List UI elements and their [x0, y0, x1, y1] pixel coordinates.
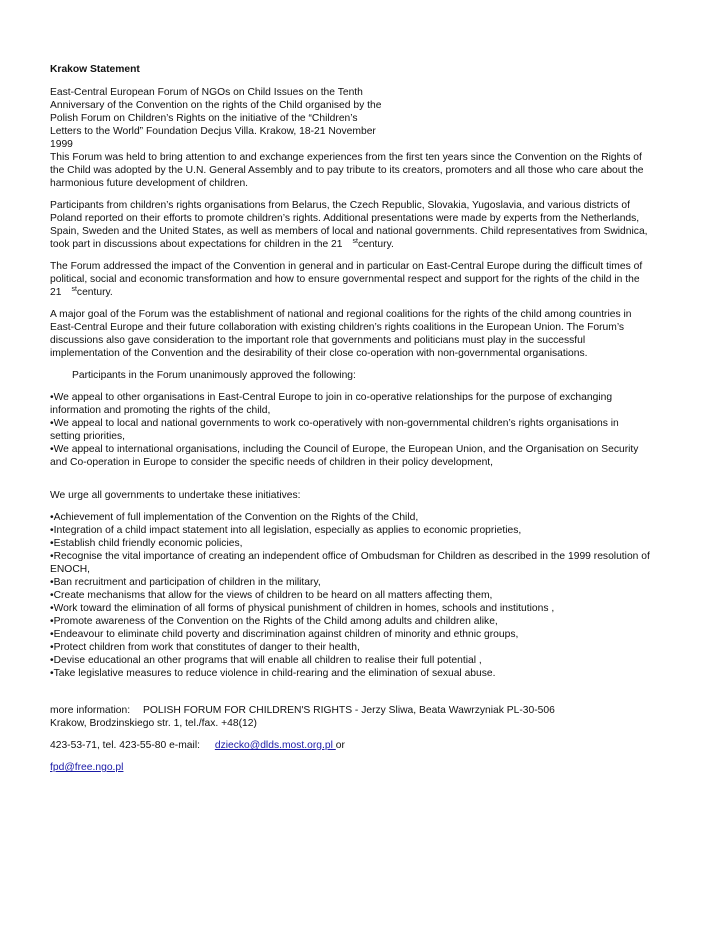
header-line: Polish Forum on Children’s Rights on the initiative of the “Children’s: [50, 113, 358, 124]
impact-sup: st: [71, 286, 77, 293]
impact-after: century.: [76, 287, 113, 298]
email-link-2[interactable]: fpd@free.ngo.pl: [50, 762, 124, 773]
list-item: [50, 417, 650, 443]
bullet-icon: •: [50, 603, 54, 614]
list-item: [50, 443, 650, 469]
list-item-text: Achievement of full implementation of the Convention on the Rights of the Child,: [53, 512, 419, 523]
list-item: [50, 602, 650, 615]
contact-line-1: [50, 704, 650, 717]
bullet-icon: •: [50, 392, 54, 403]
list-item-text: Recognise the vital importance of creating an independent office of Ombudsman for Children as described in the 1999 resolution of ENOCH,: [50, 551, 650, 575]
bullet-icon: •: [50, 418, 54, 429]
header-line: Anniversary of the Convention on the rights of the Child organised by the: [50, 100, 382, 111]
document: [50, 63, 650, 774]
list-item: [50, 641, 650, 654]
bullet-icon: •: [50, 551, 54, 562]
document-title: Krakow Statement: [50, 64, 140, 75]
bullet-icon: •: [50, 655, 54, 666]
list-item-text: Promote awareness of the Convention on the Rights of the Child among adults and children alike,: [53, 616, 498, 627]
header-block: [50, 86, 650, 151]
header-line: East-Central European Forum of NGOs on Child Issues on the Tenth: [50, 87, 363, 98]
contact-block: [50, 704, 650, 774]
bullet-icon: •: [50, 444, 54, 455]
organisation-text: POLISH FORUM FOR CHILDREN'S RIGHTS - Jerzy Sliwa, Beata Wawrzyniak PL-30-506: [143, 705, 555, 716]
bullet-icon: •: [50, 512, 54, 523]
goal-paragraph: A major goal of the Forum was the establishment of national and regional coalitions for the rights of the child among countries in East-Central Europe and their future collaboration with existing children’s rights coalitions in the European Union. The Forum’s discussions also gave consideration to the important role that governments and politicians must play in the successful implementation of the Convention and the desirability of their close co-operation with non-governmental organisations.: [50, 309, 632, 359]
bullet-icon: •: [50, 642, 54, 653]
participants-paragraph: [50, 199, 650, 251]
list-item: [50, 654, 650, 667]
bullet-icon: •: [50, 668, 54, 679]
urge-intro: We urge all governments to undertake these initiatives:: [50, 490, 301, 501]
bullet-icon: •: [50, 538, 54, 549]
header-line: 1999: [50, 139, 73, 150]
list-item-text: Protect children from work that constitutes of danger to their health,: [53, 642, 360, 653]
bullet-icon: •: [50, 616, 54, 627]
bullet-icon: •: [50, 525, 54, 536]
participants-after: century.: [357, 239, 394, 250]
participants-sup: st: [352, 238, 358, 245]
list-item: [50, 511, 650, 524]
or-text: or: [335, 740, 345, 751]
list-item-text: Devise educational an other programs that will enable all children to realise their full potential ,: [53, 655, 482, 666]
impact-text: The Forum addressed the impact of the Convention in general and in particular on East-Central Europe during the difficult times of political, social and economic transformation and how to ensure governmental respect and support for the rights of the child in the 21: [50, 261, 643, 298]
list-item-text: Work toward the elimination of all forms of physical punishment of children in homes, schools and institutions ,: [53, 603, 555, 614]
list-item-text: Ban recruitment and participation of children in the military,: [53, 577, 321, 588]
contact-address: Krakow, Brodzinskiego str. 1, tel./fax. +48(12): [50, 718, 257, 729]
intro-paragraph: This Forum was held to bring attention to and exchange experiences from the first ten years since the Convention on the Rights of the Child was adopted by the U.N. General Assembly and to pay tribute to its creators, promoters and all those who care about the harmonious future development of children.: [50, 152, 644, 189]
bullet-icon: •: [50, 590, 54, 601]
more-info-label: more information:: [50, 705, 131, 716]
approved-intro: Participants in the Forum unanimously approved the following:: [72, 370, 356, 381]
contact-phones: 423-53-71, tel. 423-55-80 e-mail:: [50, 740, 200, 751]
email-link-1[interactable]: dziecko@dlds.most.org.pl: [214, 740, 336, 751]
list-item-text: Establish child friendly economic policies,: [53, 538, 243, 549]
list-item: [50, 576, 650, 589]
list-item-text: We appeal to local and national governments to work co-operatively with non-governmental children’s rights organisations in setting priorities,: [50, 418, 619, 442]
list-item: [50, 589, 650, 602]
list-item-text: We appeal to international organisations, including the Council of Europe, the European Union, and the Organisation on Security and Co-operation in Europe to consider the specific needs of children in their policy development,: [50, 444, 639, 468]
contact-line-4: [50, 761, 650, 774]
header-line: Letters to the World” Foundation Decjus Villa. Krakow, 18-21 November: [50, 126, 376, 137]
list-item-text: We appeal to other organisations in East-Central Europe to join in co-operative relationships for the purpose of exchanging information and promoting the rights of the child,: [50, 392, 613, 416]
list-item: [50, 667, 650, 680]
list-item-text: Endeavour to eliminate child poverty and discrimination against children of minority and ethnic groups,: [53, 629, 519, 640]
list-item-text: Create mechanisms that allow for the views of children to be heard on all matters affecting them,: [53, 590, 493, 601]
list-item: [50, 391, 650, 417]
list-item: [50, 524, 650, 537]
initiatives-list: [50, 511, 650, 680]
contact-line-3: [50, 739, 650, 752]
list-item: [50, 628, 650, 641]
impact-paragraph: [50, 260, 650, 299]
list-item: [50, 550, 650, 576]
list-item-text: Integration of a child impact statement into all legislation, especially as applies to economic proprieties,: [53, 525, 522, 536]
list-item: [50, 615, 650, 628]
list-item: [50, 537, 650, 550]
bullet-icon: •: [50, 577, 54, 588]
appeals-list: [50, 391, 650, 469]
participants-text: Participants from children’s rights organisations from Belarus, the Czech Republic, Slovakia, Yugoslavia, and various districts of Poland reported on their efforts to promote children’s rights. Additional presentations were made by experts from the Netherlands, Spain, Sweden and the United States, as well as members of local and national governments. Child representatives from Swidnica, took part in discussions about expectations for children in the 21: [50, 200, 648, 250]
bullet-icon: •: [50, 629, 54, 640]
list-item-text: Take legislative measures to reduce violence in child-rearing and the elimination of sexual abuse.: [53, 668, 496, 679]
